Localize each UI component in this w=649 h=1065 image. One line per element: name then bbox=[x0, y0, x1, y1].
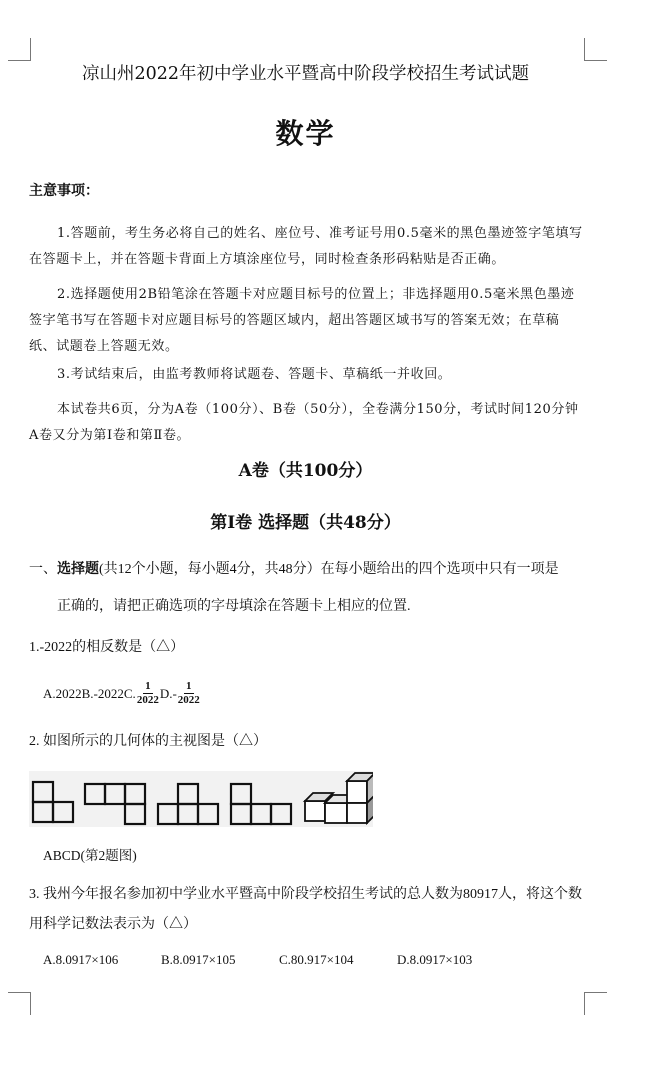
instruction-rest: (共12个小题，每小题4分，共48分）在每小题给出的四个选项中只有一项是 bbox=[99, 562, 559, 577]
corner-mark-top-left bbox=[8, 38, 31, 61]
question-2-stem: 2. 如图所示的几何体的主视图是（△） bbox=[29, 734, 267, 749]
q1-fraction-d-num: 1 bbox=[186, 680, 192, 692]
solid-figure bbox=[305, 773, 373, 823]
corner-mark-top-right bbox=[584, 38, 607, 61]
question-2-figures bbox=[29, 771, 373, 827]
notice-paragraph-3: 3.考试结束后，由监考教师将试题卷、答题卡、草稿纸一并收回。 bbox=[57, 367, 452, 382]
question-3-options bbox=[43, 952, 515, 968]
notice-heading: 主意事项： bbox=[29, 183, 99, 199]
q1-options-ab: A.2022B.-2022C. bbox=[43, 685, 136, 701]
figures-svg bbox=[29, 771, 373, 827]
instruction-line-2: 正确的，请把正确选项的字母填涂在答题卡上相应的位置. bbox=[57, 599, 411, 614]
instruction-prefix: 一、 bbox=[29, 562, 57, 577]
corner-mark-bottom-right bbox=[584, 992, 607, 1015]
q1-fraction-d bbox=[178, 680, 200, 707]
q1-fraction-c-num: 1 bbox=[145, 680, 151, 692]
figure-caption: ABCD(第2题图) bbox=[43, 848, 137, 863]
figure-c bbox=[158, 784, 218, 824]
q3-option-b: B.8.0917×105 bbox=[161, 952, 236, 967]
q3-option-c: C.80.917×104 bbox=[279, 952, 354, 967]
instruction-bold: 选择题 bbox=[57, 562, 99, 577]
subject-title: 数学 bbox=[275, 117, 336, 150]
question-1-options bbox=[43, 680, 201, 707]
q3-option-d: D.8.0917×103 bbox=[397, 952, 473, 967]
q3-option-a: A.8.0917×106 bbox=[43, 952, 119, 967]
corner-mark-bottom-left bbox=[8, 992, 31, 1015]
q1-fraction-c bbox=[137, 680, 159, 707]
notice-paragraph-1: 1.答题前，考生务必将自己的姓名、座位号、准考证号用0.5毫米的黑色墨迹签字笔填写在答题卡上，并在答题卡背面上方填涂座位号，同时检查条形码粘贴是否正确。 bbox=[29, 226, 583, 267]
question-1-stem: 1.-2022的相反数是（△） bbox=[29, 640, 185, 655]
q1-option-d: D.- bbox=[159, 685, 177, 701]
figure-a bbox=[33, 782, 73, 822]
question-3-stem: 3. 我州今年报名参加初中学业水平暨高中阶段学校招生考试的总人数为80917人，将这个数用科学记数法表示为（△） bbox=[29, 887, 582, 932]
section-a-heading: A卷（共100分） bbox=[238, 461, 373, 481]
exam-title: 凉山州2022年初中学业水平暨高中阶段学校招生考试试题 bbox=[81, 64, 530, 84]
figure-d bbox=[231, 784, 291, 824]
figure-b bbox=[85, 784, 145, 824]
notice-paragraph-2: 2.选择题使用2B铅笔涂在答题卡对应题目标号的位置上；非选择题用0.5毫米黑色墨迹签字笔书写在答题卡对应题目标号的答题区域内，超出答题区域书写的答案无效；在草稿纸、试题卷上答题无效。 bbox=[29, 287, 575, 354]
q1-fraction-c-den: 2022 bbox=[136, 694, 159, 706]
notice-paragraph-4: 本试卷共6页，分为A卷（100分）、B卷（50分），全卷满分150分，考试时间120分钟A卷又分为第Ⅰ卷和第Ⅱ卷。 bbox=[29, 402, 579, 443]
q1-fraction-d-den: 2022 bbox=[177, 694, 200, 706]
section-1-heading: 第Ⅰ卷 选择题（共48分） bbox=[210, 513, 401, 533]
choice-instructions bbox=[29, 551, 599, 625]
